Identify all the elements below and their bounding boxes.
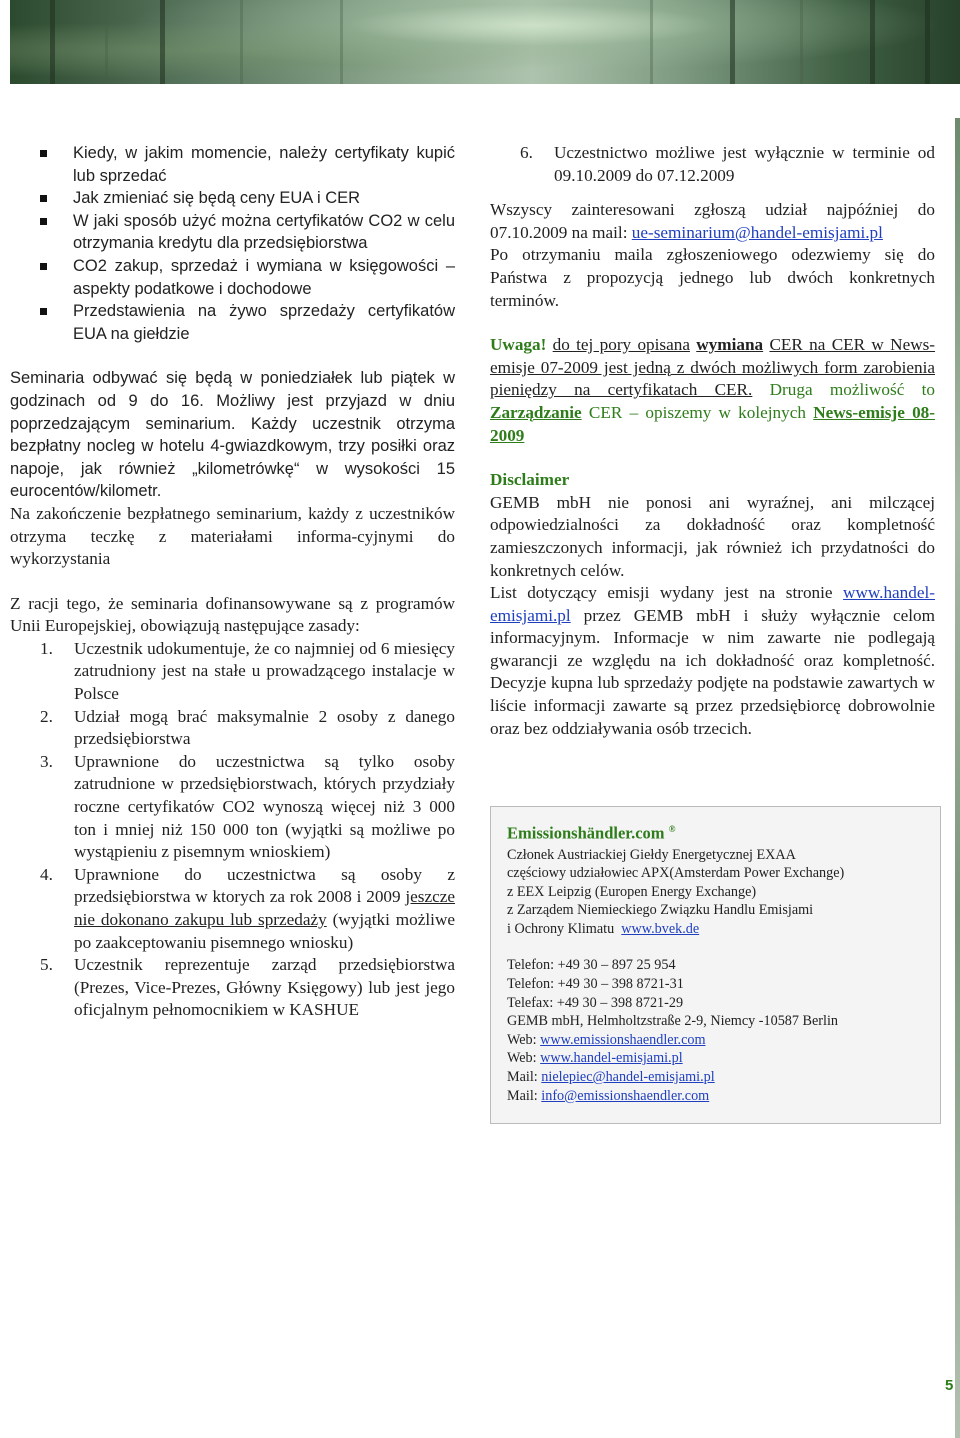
registration-followup: Po otrzymaniu maila zgłoszeniowego odezwiemy się do Państwa z propozycją jednego lub dwóch konkretnych terminów. [490,245,935,310]
square-bullet-icon [40,218,47,225]
right-decorative-strip [955,118,960,1438]
square-bullet-icon [40,263,47,270]
square-bullet-icon [40,195,47,202]
phone-1: Telefon: +49 30 – 897 25 954 [507,957,676,974]
disclaimer-paragraph: GEMB mbH nie ponosi ani wyraźnej, ani milczącej odpowiedzialności za dokładność oraz kompletność zamieszczonych informacji, jak również ich przydatności do konkretnych celów. [490,492,935,580]
web-link-2[interactable]: www.handel-emisjami.pl [540,1050,683,1067]
bullet-item: Przedstawienia na żywo sprzedaży certyfikatów EUA na giełdzie [10,300,455,345]
disclaimer-heading: Disclaimer [490,470,570,490]
right-column [490,142,935,740]
notice-paragraph: Uwaga! do tej pory opisana wymiana CER na CER w News-emisje 07-2009 jest jedną z dwóch możliwych form zarobienia pieniędzy na certyfikatach CER. Druga możliwość to Zarządzanie CER – opiszemy w kolejnych News-emisje 08-2009 [490,335,936,445]
topics-bullet-list [10,142,455,345]
square-bullet-icon [40,150,47,157]
bullet-item: W jaki sposób użyć można certyfikatów CO2 w celu otrzymania kredytu dla przedsiębiorstwa [10,210,455,255]
rule-item: 4. Uprawnione do uczestnictwa są osoby z przedsiębiorstwa w ktorych za rok 2008 i 2009 jeszcze nie dokonano zakupu lub sprzedaży (wyjątki możliwe po zaakceptowaniu pisemnego wniosku) [40,864,456,952]
notice-label: Uwaga! [490,335,547,355]
rules-list [10,638,455,1022]
rule-item: 5. Uczestnik reprezentuje zarząd przedsiębiorstwa (Prezes, Vice-Prezes, Główny Księgowy) lub jest jego oficjalnym pełnomocnikiem w KASHUE [40,955,455,1020]
left-column [10,142,455,1022]
disclaimer-paragraph-2: List dotyczący emisji wydany jest na stronie www.handel-emisjami.pl przez GEMB mbH i służy wyłącznie celom informacyjnym. Informacje w nim zawarte nie podlegają gwarancji ze względu na ich dokładność oraz kompletność. Decyzje kupna lub sprzedaży podjęte na podstawie zawartych w liście informacji zawarte są przez przedsiębiorcę dobrowolnie oraz bez oddziaływania osób trzecich. [490,583,936,738]
rule-item: 3. Uprawnione do uczestnictwa są tylko osoby zatrudnione w przedsiębiorstwach, których przydziały roczne certyfikatów CO2 wynoszą więcej niż 3 000 ton i mniej niż 150 000 ton (wyjątki są możliwe po wystąpieniu z pisemnym wnioskiem) [40,751,455,862]
address: GEMB mbH, Helmholtzstraße 2-9, Niemcy -10587 Berlin [507,1013,838,1030]
underlined-condition: jeszcze nie dokonano zakupu lub sprzedaży [74,887,456,929]
seminar-materials-paragraph: Na zakończenie bezpłatnego seminarium, każdy z uczestników otrzyma teczkę z materiałami informa-cyjnymi do wykorzystania [10,503,455,569]
rule-item: 1. Uczestnik udokumentuje, że co najmniej od 6 miesięcy zatrudniony jest na stałe u prowadzącego instalacje w Polsce [40,638,455,704]
website-link[interactable]: www.handel-emisjami.pl [490,583,936,625]
registration-paragraph: Wszyscy zainteresowani zgłoszą udział najpóźniej do 07.10.2009 na mail: ue-seminarium@handel-emisjami.pl [490,200,935,242]
fax: Telefax: +49 30 – 398 8721-29 [507,994,684,1011]
bullet-item: Kiedy, w jakim momencie, należy certyfikaty kupić lub sprzedać [10,142,455,187]
rule-item: 2. Udział mogą brać maksymalnie 2 osoby z danego przedsiębiorstwa [40,706,455,749]
phone-2: Telefon: +49 30 – 398 8721-31 [507,976,684,993]
bvek-link[interactable]: www.bvek.de [621,920,700,937]
square-bullet-icon [40,308,47,315]
mail-link-2[interactable]: info@emissionshaendler.com [541,1087,710,1104]
contact-box: Emissionshändler.com ® Członek Austriackiej Giełdy Energetycznej EXAA częściowy udziałowiec APX(Amsterdam Power Exchange) z EEX Leipzig (Europen Energy Exchange) z Zarządem Niemieckiego Związku Handlu Emisjami i Ochrony Klimatu www.bvek.de Telefon: +49 30 – 897 25 954 Telefon: +49 30 – 398 8721-31 Telefax: +49 30 – 398 8721-29 GEMB mbH, Helmholtzstraße 2-9, Niemcy -10587 Berlin Web: www.emissionshaendler.com Web: www.handel-emisjami.pl Mail: nielepiec@handel-emisjami.pl Mail: info@emissionshaendler.com [490,806,941,1124]
header-forest-banner [10,0,960,84]
rules-intro: Z racji tego, że seminaria dofinansowywane są z programów Unii Europejskiej, obowiązują następujące zasady: [10,593,455,636]
seminar-paragraph: Seminaria odbywać się będą w poniedziałek lub piątek w godzinach od 9 do 16. Możliwy jest przyjazd w dniu poprzedzającym seminarium. Każdy uczestnik otrzyma bezpłatny nocleg w hotelu 4-gwiazdkowym, trzy posiłki oraz napoje, jak również „kilometrówkę“ w wysokości 15 eurocentów/kilometr. [10,369,455,501]
contact-title: Emissionshändler.com ® [507,823,676,843]
rule-item: 6. Uczestnictwo możliwe jest wyłącznie w terminie od 09.10.2009 do 07.12.2009 [520,143,935,185]
bullet-item: CO2 zakup, sprzedaż i wymiana w księgowości – aspekty podatkowe i dochodowe [10,255,455,300]
page-number: 5 [945,1377,954,1394]
mail-link-1[interactable]: nielepiec@handel-emisjami.pl [541,1069,715,1086]
registration-email-link[interactable]: ue-seminarium@handel-emisjami.pl [631,222,883,242]
web-link-1[interactable]: www.emissionshaendler.com [540,1031,706,1048]
bullet-item: Jak zmieniać się będą ceny EUA i CER [10,187,455,210]
